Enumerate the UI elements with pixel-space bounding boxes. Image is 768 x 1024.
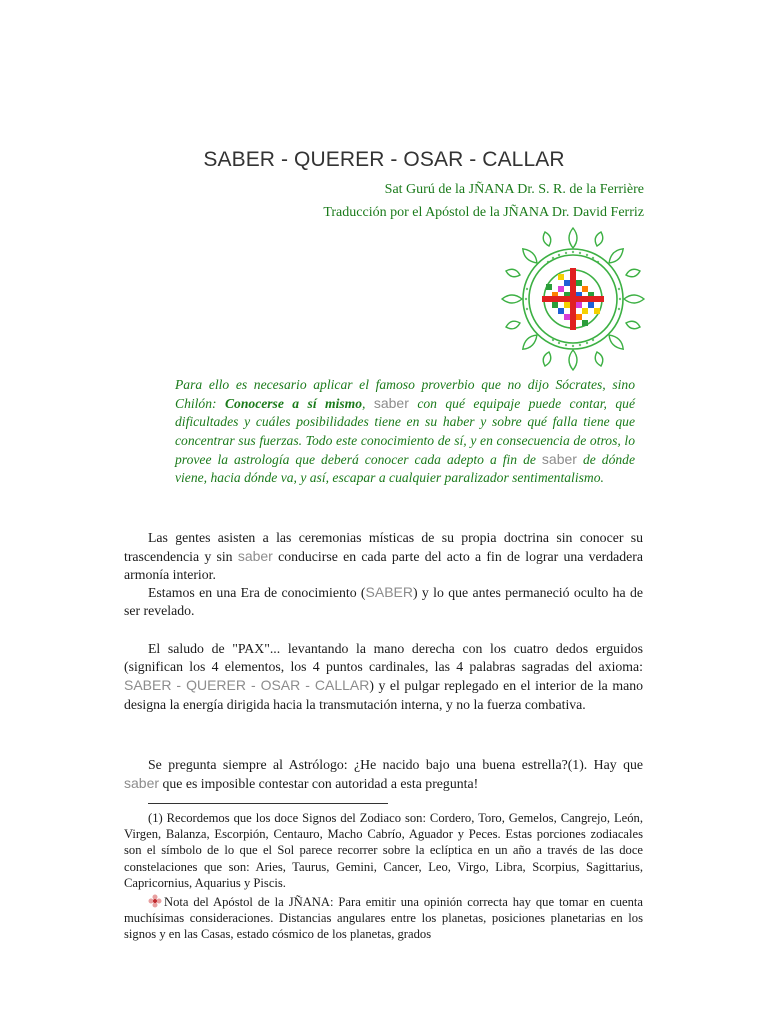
translator-line: Traducción por el Apóstol de la JÑANA Dr. David Ferriz [323, 205, 644, 220]
flower-bullet-icon [148, 894, 162, 908]
saber-word: saber [541, 450, 577, 467]
paragraph-ceremonias: Las gentes asisten a las ceremonias místicas de su propia doctrina sin conocer su trascendencia y sin saber conducirse en cada parte del acto a fin de lograr una verdadera armonía interior. [124, 530, 643, 583]
quote-bold-phrase: Conocerse a sí mismo [224, 396, 363, 412]
document-title: SABER - QUERER - OSAR - CALLAR [203, 148, 565, 171]
axiom-text: SABER - QUERER - OSAR - CALLAR [124, 677, 370, 694]
footnote-divider [148, 803, 388, 804]
mandala-emblem-icon [500, 226, 646, 372]
quote-block: Para ello es necesario aplicar el famoso proverbio que no dijo Sócrates, sino Chilón: Conocerse a sí mismo, saber con qué equipaje puede contar, qué dificultades y cuáles posibilidades tiene en su haber y sobre qué falla tiene que concentrar sus fuerzas. Todo este conocimiento de sí, y en consecuencia de otros, lo provee la astrología que deberá conocer cada adepto a fin de saber de dónde viene, hacia dónde va, y así, escapar a cualquier paralizador sentimentalismo. [175, 377, 635, 486]
author-line: Sat Gurú de la JÑANA Dr. S. R. de la Ferrière [384, 182, 644, 197]
paragraph-pax: El saludo de "PAX"... levantando la mano derecha con los cuatro dedos erguidos (significan los 4 elementos, los 4 puntos cardinales, las 4 palabras sagradas del axioma: SABER - QUERER - OSAR - CALLAR) y el pulgar replegado en el interior de la mano designa la energía dirigida hacia la transmutación interna, y no la fuerza combativa. [124, 641, 643, 712]
paragraph-era: Estamos en una Era de conocimiento (SABER) y lo que antes permaneció oculto ha de ser revelado. [124, 584, 644, 619]
saber-word: saber [373, 395, 409, 412]
saber-word: saber [237, 548, 273, 565]
footnote-2: Nota del Apóstol de la JÑANA: Para emitir una opinión correcta hay que tomar en cuenta muchísimas consideraciones. Distancias angulares entre los planetas, posiciones planetarias en los signos y en las Casas, estado cósmico de los planetas, grados [124, 895, 643, 942]
saber-word: SABER [365, 584, 413, 600]
paragraph-astrologo: Se pregunta siempre al Astrólogo: ¿He nacido bajo una buena estrella?(1). Hay que saber que es imposible contestar con autoridad a esta pregunta! [124, 757, 643, 792]
footnote-1: (1) Recordemos que los doce Signos del Zodiaco son: Cordero, Toro, Gemelos, Cangrejo, León, Virgen, Balanza, Escorpión, Centauro, Macho Cabrío, Aguador y Peces. Estas porciones zodiacales son el símbolo de lo que el Sol parece recorrer sobre la eclíptica en un año a través de las doce constelaciones que son: Aries, Taurus, Gemini, Cancer, Leo, Virgo, Libra, Scorpius, Sagittarius, Capricornius, Aquarius y Piscis. [124, 811, 643, 890]
saber-word: saber [124, 775, 160, 792]
